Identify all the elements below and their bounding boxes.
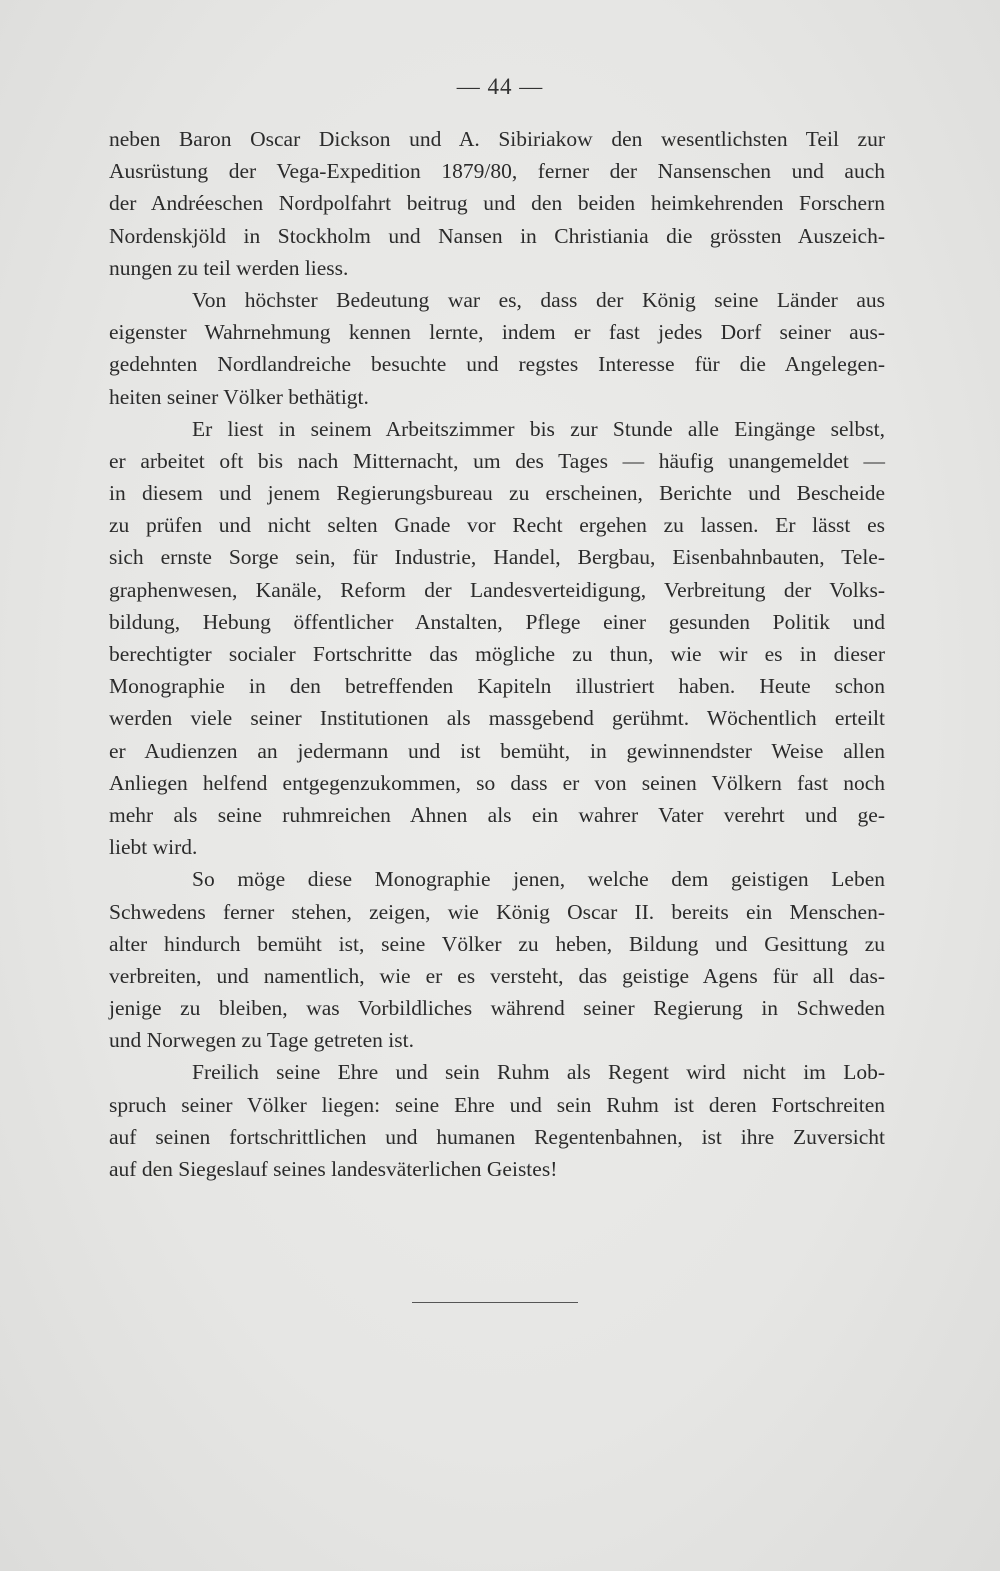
text-line: neben Baron Oscar Dickson und A. Sibiriakow den wesentlichsten Teil zur: [109, 127, 885, 151]
end-rule: [412, 1302, 578, 1303]
paragraph: [109, 284, 885, 413]
text-line: liebt wird.: [109, 835, 198, 860]
text-line: Er liest in seinem Arbeitszimmer bis zur Stunde alle Eingänge selbst,: [192, 416, 885, 441]
text-line: alter hindurch bemüht ist, seine Völker zu heben, Bildung und Gesittung zu: [109, 931, 885, 956]
text-line: graphenwesen, Kanäle, Reform der Landesverteidigung, Verbreitung der Volks-: [109, 577, 885, 602]
paragraph: [109, 1056, 885, 1185]
text-line: spruch seiner Völker liegen: seine Ehre und sein Ruhm ist deren Fortschreiten: [109, 1092, 885, 1117]
text-line: sich ernste Sorge sein, für Industrie, Handel, Bergbau, Eisenbahnbauten, Tele-: [109, 545, 885, 570]
text-line: heiten seiner Völker bethätigt.: [109, 384, 369, 409]
text-line: Schwedens ferner stehen, zeigen, wie König Oscar II. bereits ein Menschen-: [109, 899, 885, 924]
text-line: Anliegen helfend entgegenzukommen, so dass er von seinen Völkern fast noch: [109, 770, 885, 795]
text-line: Monographie in den betreffenden Kapiteln illustriert haben. Heute schon: [109, 674, 885, 699]
text-line: nungen zu teil werden liess.: [109, 255, 349, 280]
text-line: werden viele seiner Institutionen als massgebend gerühmt. Wöchentlich erteilt: [109, 706, 885, 731]
text-line: zu prüfen und nicht selten Gnade vor Recht ergehen zu lassen. Er lässt es: [109, 513, 885, 538]
page-number: — 44 —: [456, 74, 544, 99]
text-line: der Andréeschen Nordpolfahrt beitrug und den beiden heimkehrenden Forschern: [109, 191, 885, 216]
text-line: er Audienzen an jedermann und ist bemüht, in gewinnendster Weise allen: [109, 738, 885, 763]
text-line: bildung, Hebung öffentlicher Anstalten, Pflege einer gesunden Politik und: [109, 609, 885, 634]
text-line: er arbeitet oft bis nach Mitternacht, um des Tages — häufig unangemeldet —: [109, 448, 885, 473]
text-line: in diesem und jenem Regierungsbureau zu erscheinen, Berichte und Bescheide: [109, 481, 885, 506]
text-line: mehr als seine ruhmreichen Ahnen als ein wahrer Vater verehrt und ge-: [109, 802, 885, 827]
paragraph: [109, 863, 885, 1056]
text-line: verbreiten, und namentlich, wie er es versteht, das geistige Agens für all das-: [109, 963, 885, 988]
text-line: eigenster Wahrnehmung kennen lernte, indem er fast jedes Dorf seiner aus-: [109, 320, 885, 345]
text-line: gedehnten Nordlandreiche besuchte und regstes Interesse für die Angelegen-: [109, 352, 885, 377]
text-line: und Norwegen zu Tage getreten ist.: [109, 1028, 414, 1053]
text-line: berechtigter socialer Fortschritte das mögliche zu thun, wie wir es in dieser: [109, 642, 885, 666]
text-line: So möge diese Monographie jenen, welche dem geistigen Leben: [192, 867, 885, 892]
text-line: jenige zu bleiben, was Vorbildliches während seiner Regierung in Schweden: [109, 996, 885, 1021]
text-line: Freilich seine Ehre und sein Ruhm als Regent wird nicht im Lob-: [192, 1060, 885, 1085]
text-line: Nordenskjöld in Stockholm und Nansen in Christiania die grössten Auszeich-: [109, 223, 885, 248]
text-line: auf seinen fortschrittlichen und humanen Regentenbahnen, ist ihre Zuversicht: [109, 1124, 885, 1149]
text-line: Ausrüstung der Vega-Expedition 1879/80, ferner der Nansenschen und auch: [109, 159, 885, 184]
paragraph: [109, 123, 885, 284]
text-line: auf den Siegeslauf seines landesväterlichen Geistes!: [109, 1157, 558, 1181]
body-text: [109, 123, 885, 1185]
paragraph: [109, 413, 885, 864]
text-line: Von höchster Bedeutung war es, dass der König seine Länder aus: [192, 287, 885, 312]
